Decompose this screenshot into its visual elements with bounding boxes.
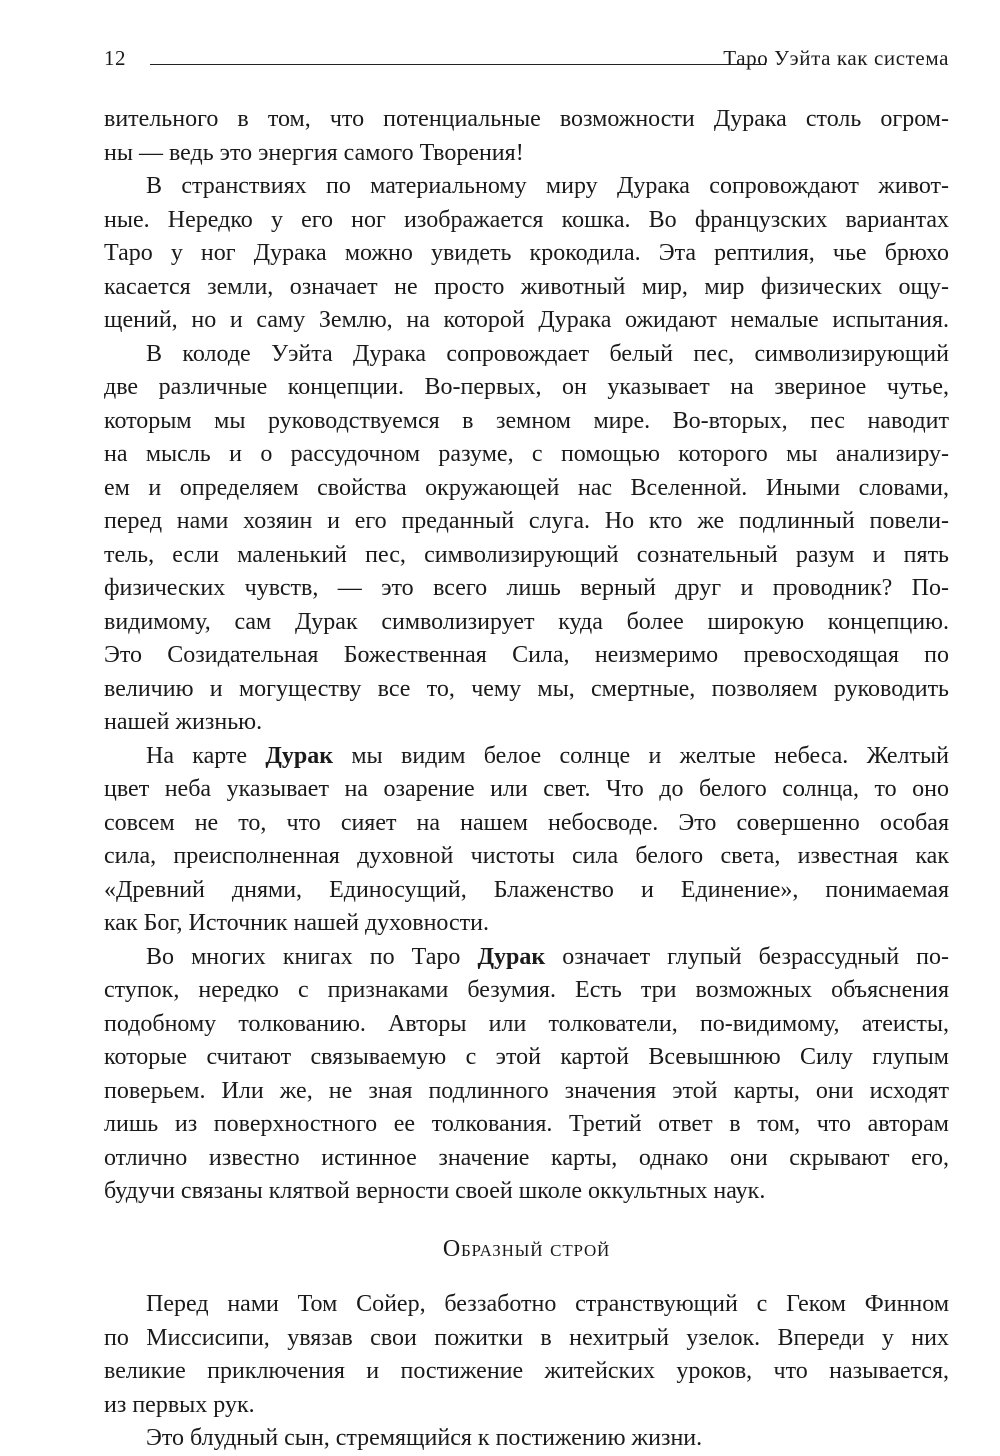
text-line: Таро у ног Дурака можно увидеть крокодила. Эта рептилия, чье брюхо [104, 240, 949, 266]
section-heading: Образный строй [442, 1235, 611, 1262]
text-line: по Миссисипи, увязав свои пожитки в нехитрый узелок. Впереди у них [104, 1324, 949, 1351]
text-line: лишь из поверхностного ее толкования. Третий ответ в том, что авторам [104, 1111, 949, 1137]
text-line: которым мы руководствуемся в земном мире. Во-вторых, пес наводит [104, 407, 949, 434]
text-line: ступок, нередко с признаками безумия. Есть три возможных объяснения [104, 977, 949, 1003]
text-line: две различные концепции. Во-первых, он указывает на звериное чутье, [104, 374, 949, 400]
text-line: как Бог, Источник нашей духовности. [104, 910, 490, 936]
text-line: тель, если маленький пес, символизирующий сознательный разум и пять [104, 541, 949, 568]
text-line: физических чувств, — это всего лишь верный друг и проводник? По- [104, 575, 949, 601]
text-line: ны — ведь это энергия самого Творения! [104, 139, 524, 166]
text-line: ем и определяем свойства окружающей нас Вселенной. Иными словами, [104, 474, 949, 501]
text-run: означает глупый безрассудный по- [545, 943, 949, 970]
text-line: будучи связаны клятвой верности своей школе оккультных наук. [104, 1178, 766, 1204]
text-line: цвет неба указывает на озарение или свет. Что до белого солнца, то оно [104, 776, 949, 802]
paragraph [104, 941, 949, 1209]
text-line [104, 740, 949, 774]
text-line: вительного в том, что потенциальные возможности Дурака столь огром- [104, 106, 949, 132]
text-line: совсем не то, что сияет на нашем небосводе. Это совершенно особая [104, 809, 949, 836]
text-line [104, 941, 949, 975]
text-line: перед нами хозяин и его преданный слуга. Но кто же подлинный повели- [104, 508, 949, 534]
text-run: мы видим белое солнце и желтые небеса. Желтый [333, 742, 949, 769]
text-line: Перед нами Том Сойер, беззаботно странствующий с Геком Финном [146, 1291, 949, 1317]
bold-term: Дурак [265, 742, 334, 769]
text-line: видимому, сам Дурак символизирует куда более широкую концепцию. [104, 608, 949, 635]
paragraph [104, 1422, 949, 1456]
text-line: на мысль и о рассудочном разуме, с помощью которого мы анализиру- [104, 441, 949, 467]
text-line: «Древний днями, Единосущий, Блаженство и Единение», понимаемая [104, 876, 949, 903]
text-line: отлично известно истинное значение карты, однако они скрывают его, [104, 1144, 949, 1171]
text-line: касается земли, означает не просто животный мир, мир физических ощу- [104, 273, 949, 300]
paragraph [104, 103, 949, 170]
text-line: великие приключения и постижение житейских уроков, что называется, [104, 1358, 949, 1384]
bold-term: Дурак [477, 943, 546, 970]
text-line: величию и могуществу все то, чему мы, смертные, позволяем руководить [104, 675, 949, 702]
paragraph [104, 170, 949, 338]
paragraph [104, 1288, 949, 1422]
text-line: В колоде Уэйта Дурака сопровождает белый пес, символизирующий [146, 340, 949, 367]
paragraph [104, 338, 949, 740]
body-text [104, 103, 949, 1456]
text-line: щений, но и саму Землю, на которой Дурака ожидают немалые испытания. [104, 307, 949, 333]
header-rule [150, 64, 766, 65]
text-line: Это Созидательная Божественная Сила, неизмеримо превосходящая по [104, 642, 949, 668]
text-line: Это блудный сын, стремящийся к постижению жизни. [146, 1425, 703, 1451]
page-number: 12 [104, 46, 126, 70]
text-line: нашей жизнью. [104, 709, 263, 735]
running-title: Таро Уэйта как система [723, 46, 949, 70]
text-line: подобному толкованию. Авторы или толкователи, по-видимому, атеисты, [104, 1010, 949, 1037]
text-line: которые считают связываемую с этой картой Всевышнюю Силу глупым [104, 1044, 949, 1070]
text-run: Во многих книгах по Таро [146, 943, 478, 970]
text-line: из первых рук. [104, 1391, 255, 1418]
text-line: поверьем. Или же, не зная подлинного значения этой карты, они исходят [104, 1077, 949, 1104]
text-run: На карте [146, 742, 266, 769]
paragraph [104, 740, 949, 941]
text-line: ные. Нередко у его ног изображается кошка. Во французских вариантах [104, 206, 949, 233]
text-line: сила, преисполненная духовной чистоты сила белого света, известная как [104, 843, 949, 869]
running-head [104, 44, 949, 78]
text-line: В странствиях по материальному миру Дурака сопровождают живот- [146, 173, 949, 199]
